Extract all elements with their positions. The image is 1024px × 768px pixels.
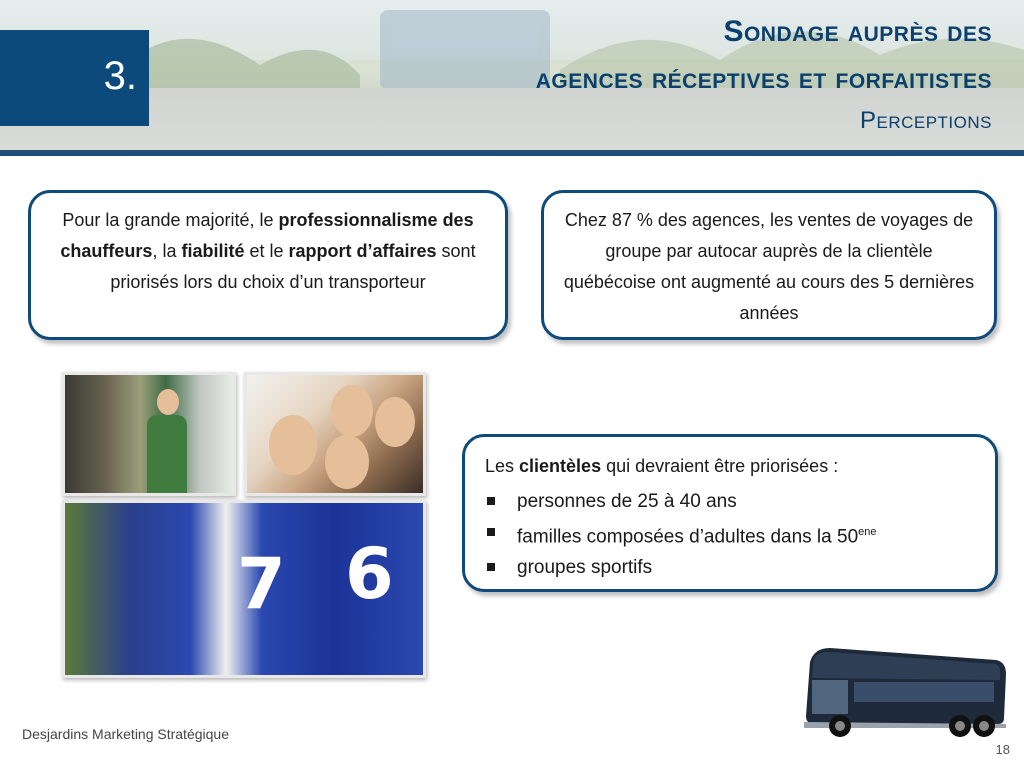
title-line-1: Sondage auprès des	[723, 15, 992, 48]
photo-tourists	[62, 372, 236, 496]
header-divider	[0, 150, 1024, 156]
page-subtitle: Perceptions	[859, 107, 992, 134]
highlight-rapport: rapport d’affaires	[288, 241, 437, 261]
info-box-clienteles	[462, 434, 998, 592]
info-box-ventes-text: Chez 87 % des agences, les ventes de voyages de groupe par autocar auprès de la clientèle québécoise ont augmenté au cours des 5 dernières années	[563, 210, 975, 323]
page-number: 18	[995, 742, 1010, 757]
list-item: familles composées d’adultes dans la $50^{ene}$	[485, 517, 975, 552]
list-item: groupes sportifs	[485, 552, 975, 583]
info-box-chauffeurs: Pour la grande majorité, le professionnalisme des chauffeurs, la fiabilité et le rapport d’affaires sont priorisés lors du choix d’un transporteur	[28, 190, 508, 340]
bullet-square-icon	[487, 528, 495, 536]
section-number-box	[0, 30, 149, 126]
title-line-2: agences réceptives et forfaitistes	[535, 62, 992, 95]
highlight-clienteles: clientèles	[519, 456, 602, 476]
page-title	[536, 10, 992, 138]
clienteles-intro: Les clientèles qui devraient être priorisées :	[485, 456, 839, 476]
list-item: personnes de 25 à 40 ans	[485, 486, 975, 517]
photo-family	[244, 372, 426, 496]
highlight-fiabilite: fiabilité	[181, 241, 245, 261]
bullet-square-icon	[487, 497, 495, 505]
info-box-ventes	[541, 190, 997, 340]
section-number: 3.	[103, 54, 137, 98]
bullet-square-icon	[487, 563, 495, 571]
photo-sports-team: 7 6	[62, 500, 426, 678]
highlight-professionnalisme: professionnalisme des chauffeurs	[60, 210, 474, 261]
footer-organization: Desjardins Marketing Stratégique	[22, 726, 229, 742]
clienteles-list	[485, 486, 975, 583]
bus-icon	[800, 640, 1008, 740]
